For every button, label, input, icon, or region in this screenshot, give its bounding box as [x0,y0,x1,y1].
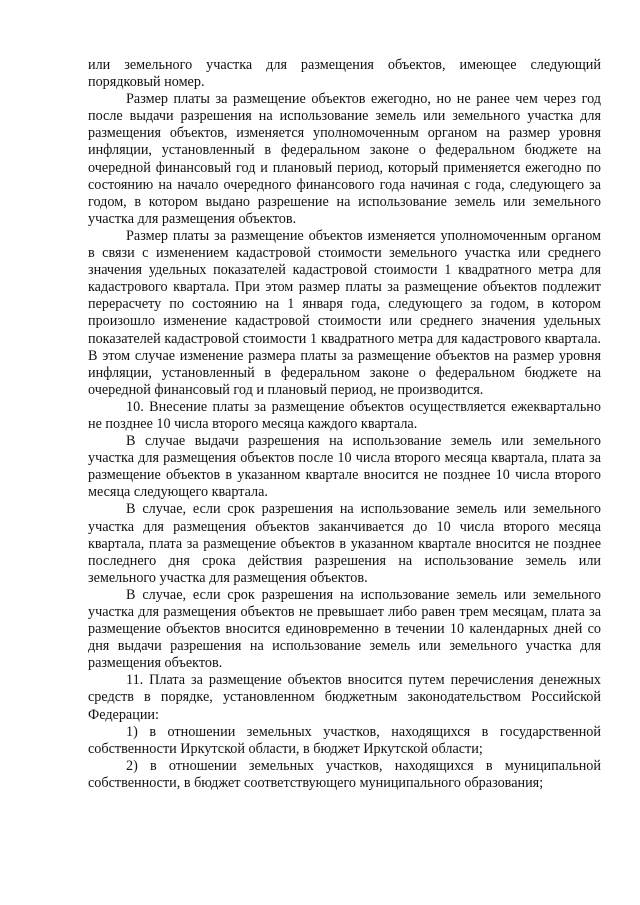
document-body [88,57,601,792]
paragraph-permit-ends-before-10th: В случае, если срок разрешения на использование земель или земельного участка для размещения объектов заканчивается до 10 числа второго месяца квартала, плата за размещение объектов в указанном квартале вносится не позднее последнего дня срока действия разрешения на использование земель или земельного участка для размещения объектов. [88,501,601,586]
paragraph-fee-cadastral-change: Размер платы за размещение объектов изменяется уполномоченным органом в связи с изменением кадастровой стоимости земельного участка или среднего значения удельных показателей кадастровой стоимости 1 квадратного метра для кадастрового квартала. При этом размер платы за размещение объектов подлежит перерасчету по состоянию на 1 января года, следующего за годом, в котором произошло изменение кадастровой стоимости или среднего значения удельных показателей кадастровой стоимости 1 квадратного метра для кадастрового квартала. В этом случае изменение размера платы за размещение объектов на размер уровня инфляции, установленный в федеральном законе о федеральном бюджете на очередной финансовый год и плановый период, не производится. [88,227,601,398]
list-item-municipal-budget: 2) в отношении земельных участков, находящихся в муниципальной собственности, в бюджет соответствующего муниципального образования; [88,757,601,791]
paragraph-clause-11: 11. Плата за размещение объектов вносится путем перечисления денежных средств в порядке, установленном бюджетным законодательством Российской Федерации: [88,672,601,723]
paragraph-clause-10: 10. Внесение платы за размещение объектов осуществляется ежеквартально не позднее 10 числа второго месяца каждого квартала. [88,398,601,432]
list-item-regional-budget: 1) в отношении земельных участков, находящихся в государственной собственности Иркутской области, в бюджет Иркутской области; [88,723,601,757]
paragraph-permit-three-months: В случае, если срок разрешения на использование земель или земельного участка для размещения объектов не превышает либо равен трем месяцам, плата за размещение объектов вносится единовременно в течении 10 календарных дней со дня выдачи разрешения на использование земель или земельного участка для размещения объектов. [88,586,601,672]
paragraph-fee-indexation: Размер платы за размещение объектов ежегодно, но не ранее чем через год после выдачи разрешения на использование земель или земельного участка для размещения объектов, изменяется уполномоченным органом на размер уровня инфляции, установленный в федеральном законе о федеральном бюджете на очередной финансовый год и плановый период, который применяется ежегодно по состоянию на начало очередного финансового года начиная с года, следующего за годом, в котором выдано разрешение на использование земель или земельного участка для размещения объектов. [88,91,601,227]
paragraph-permit-after-10th: В случае выдачи разрешения на использование земель или земельного участка для размещения объектов после 10 числа второго месяца квартала, плата за размещение объектов в указанном квартале вносится не позднее 10 числа второго месяца следующего квартала. [88,433,601,501]
paragraph-continuation: или земельного участка для размещения объектов, имеющее следующий порядковый номер. [88,57,601,91]
